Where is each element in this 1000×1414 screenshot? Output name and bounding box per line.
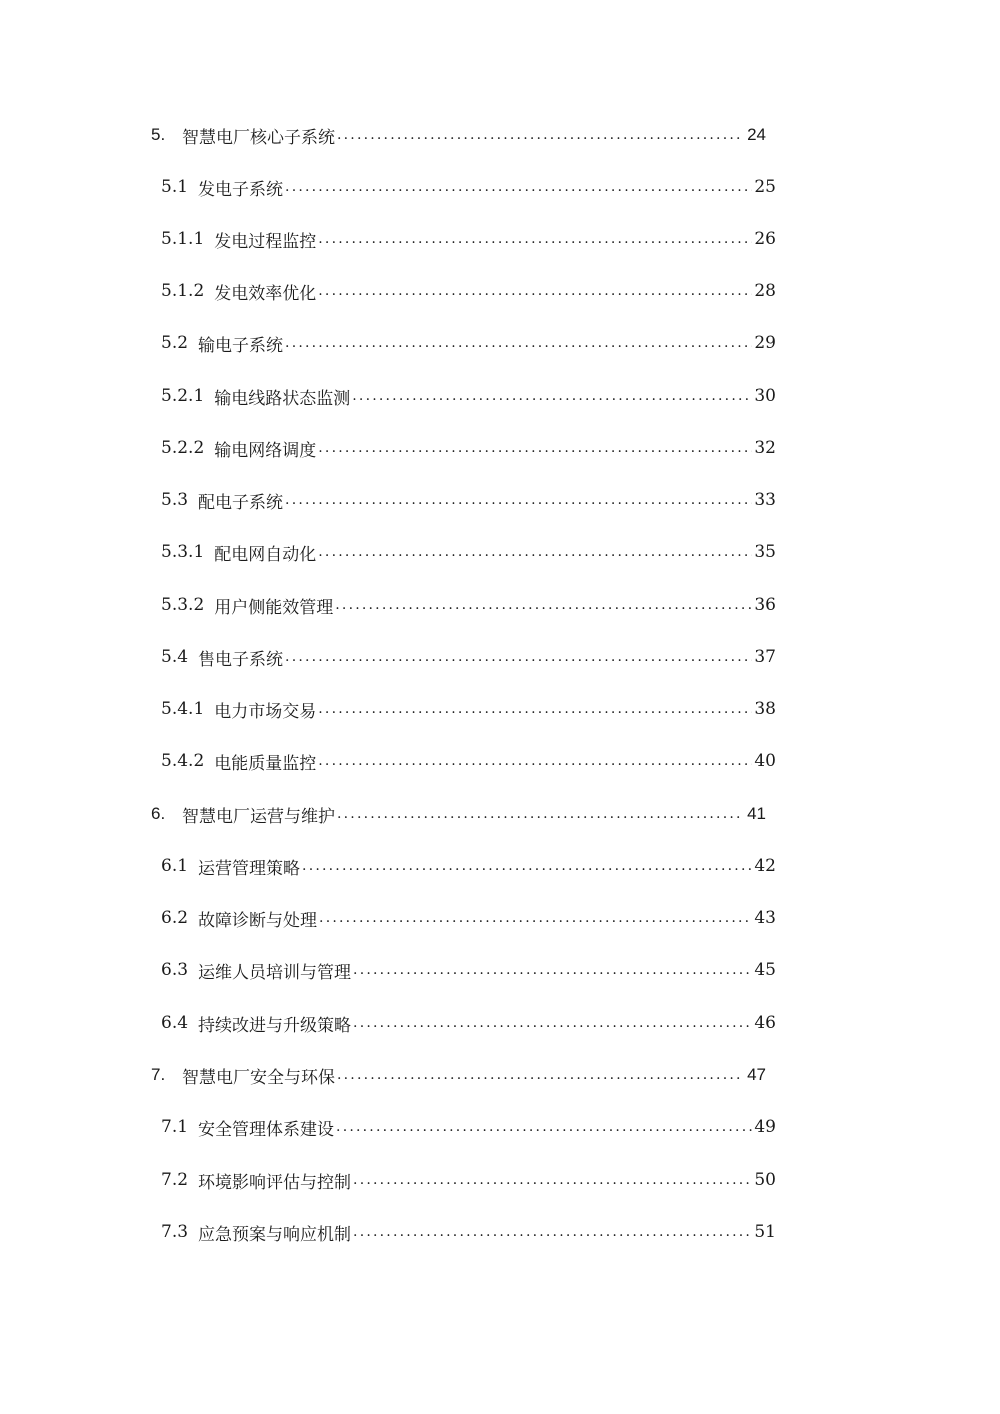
toc-entry-title: 运维人员培训与管理 bbox=[198, 962, 352, 983]
toc-entry-page: 28 bbox=[754, 281, 776, 301]
toc-leader-dots bbox=[337, 799, 742, 829]
toc-entry[interactable] bbox=[161, 381, 776, 411]
toc-leader-dots bbox=[302, 851, 752, 881]
toc-entry-title: 输电子系统 bbox=[198, 335, 284, 356]
toc-entry[interactable] bbox=[151, 120, 766, 150]
toc-entry-page: 50 bbox=[754, 1170, 776, 1190]
toc-entry-number: 5.2.2 bbox=[161, 438, 205, 458]
toc-entry-title: 故障诊断与处理 bbox=[198, 910, 318, 931]
toc-leader-dots bbox=[318, 433, 752, 463]
toc-entry-page: 36 bbox=[754, 595, 776, 615]
toc-entry-page: 42 bbox=[754, 856, 776, 876]
toc-entry[interactable] bbox=[161, 485, 776, 515]
toc-entry-page: 26 bbox=[754, 229, 776, 249]
toc-entry-title: 输电网络调度 bbox=[214, 440, 317, 461]
toc-entry[interactable] bbox=[161, 851, 776, 881]
toc-entry-number: 5.4 bbox=[161, 647, 189, 667]
toc-entry-title: 配电网自动化 bbox=[214, 544, 317, 565]
toc-entry-page: 45 bbox=[754, 960, 776, 980]
toc-entry-title: 电能质量监控 bbox=[214, 753, 317, 774]
toc-leader-dots bbox=[318, 694, 752, 724]
toc-entry-number: 7.3 bbox=[161, 1222, 189, 1242]
toc-leader-dots bbox=[285, 642, 752, 672]
toc-leader-dots bbox=[285, 172, 752, 202]
toc-entry-title: 环境影响评估与控制 bbox=[198, 1172, 352, 1193]
toc-entry[interactable] bbox=[161, 537, 776, 567]
toc-entry-number: 5.4.2 bbox=[161, 751, 205, 771]
toc-entry-number: 5.1 bbox=[161, 177, 189, 197]
toc-leader-dots bbox=[353, 1217, 752, 1247]
toc-entry-page: 30 bbox=[754, 386, 776, 406]
toc-leader-dots bbox=[285, 485, 752, 515]
toc-entry-number: 7. bbox=[151, 1065, 166, 1084]
toc-entry-page: 46 bbox=[754, 1013, 776, 1033]
toc-entry-number: 5.4.1 bbox=[161, 699, 205, 719]
toc-entry-title: 运营管理策略 bbox=[198, 858, 301, 879]
toc-leader-dots bbox=[352, 381, 752, 411]
toc-leader-dots bbox=[353, 1008, 752, 1038]
toc-leader-dots bbox=[337, 1060, 742, 1090]
toc-entry-page: 41 bbox=[747, 804, 766, 823]
toc-entry[interactable] bbox=[161, 746, 776, 776]
toc-leader-dots bbox=[285, 328, 752, 358]
toc-entry[interactable] bbox=[161, 955, 776, 985]
toc-entry-page: 35 bbox=[754, 542, 776, 562]
toc-entry[interactable] bbox=[161, 328, 776, 358]
toc-leader-dots bbox=[318, 224, 752, 254]
toc-entry-number: 6. bbox=[151, 804, 166, 823]
toc-entry[interactable] bbox=[161, 224, 776, 254]
toc-leader-dots bbox=[318, 276, 752, 306]
toc-entry-number: 7.2 bbox=[161, 1170, 189, 1190]
toc-entry[interactable] bbox=[161, 276, 776, 306]
toc-entry[interactable] bbox=[161, 1217, 776, 1247]
toc-entry-title: 电力市场交易 bbox=[214, 701, 317, 722]
toc-entry-page: 24 bbox=[747, 125, 766, 144]
toc-entry-number: 6.1 bbox=[161, 856, 189, 876]
toc-entry-page: 33 bbox=[754, 490, 776, 510]
toc-entry-title: 智慧电厂核心子系统 bbox=[182, 127, 335, 148]
toc-entry-title: 用户侧能效管理 bbox=[214, 597, 334, 618]
toc-entry-title: 智慧电厂安全与环保 bbox=[182, 1067, 335, 1088]
toc-entry-page: 51 bbox=[754, 1222, 776, 1242]
toc-leader-dots bbox=[319, 903, 752, 933]
toc-entry-page: 29 bbox=[754, 333, 776, 353]
toc-entry[interactable] bbox=[161, 694, 776, 724]
toc-entry-title: 发电子系统 bbox=[198, 179, 284, 200]
toc-entry-title: 售电子系统 bbox=[198, 649, 284, 670]
toc-leader-dots bbox=[318, 746, 752, 776]
toc-leader-dots bbox=[337, 120, 742, 150]
toc-entry-number: 5.1.1 bbox=[161, 229, 205, 249]
toc-entry-number: 5.3 bbox=[161, 490, 189, 510]
toc-entry-number: 5.3.1 bbox=[161, 542, 205, 562]
toc-entry-title: 发电效率优化 bbox=[214, 283, 317, 304]
toc-leader-dots bbox=[353, 1165, 752, 1195]
toc-entry-title: 应急预案与响应机制 bbox=[198, 1224, 352, 1245]
toc-entry[interactable] bbox=[161, 172, 776, 202]
toc-entry-number: 6.2 bbox=[161, 908, 189, 928]
toc-entry[interactable] bbox=[161, 1008, 776, 1038]
toc-entry-number: 5.2 bbox=[161, 333, 189, 353]
toc-entry-number: 5.2.1 bbox=[161, 386, 205, 406]
toc-entry[interactable] bbox=[151, 1060, 766, 1090]
toc-entry-page: 43 bbox=[754, 908, 776, 928]
toc-leader-dots bbox=[318, 537, 752, 567]
toc-entry-page: 25 bbox=[754, 177, 776, 197]
toc-entry-title: 持续改进与升级策略 bbox=[198, 1015, 352, 1036]
toc-entry-number: 6.4 bbox=[161, 1013, 189, 1033]
toc-entry-number: 5. bbox=[151, 125, 166, 144]
toc-entry-title: 输电线路状态监测 bbox=[214, 388, 351, 409]
toc-entry-page: 38 bbox=[754, 699, 776, 719]
toc-entry[interactable] bbox=[161, 1165, 776, 1195]
toc-entry-page: 37 bbox=[754, 647, 776, 667]
toc-entry[interactable] bbox=[161, 433, 776, 463]
toc-entry-number: 7.1 bbox=[161, 1117, 189, 1137]
toc-entry-page: 47 bbox=[747, 1065, 766, 1084]
toc-leader-dots bbox=[336, 1112, 752, 1142]
toc-leader-dots bbox=[335, 590, 752, 620]
toc-entry[interactable] bbox=[161, 1112, 776, 1142]
toc-entry-title: 发电过程监控 bbox=[214, 231, 317, 252]
toc-entry-title: 安全管理体系建设 bbox=[198, 1119, 335, 1140]
toc-entry-page: 32 bbox=[754, 438, 776, 458]
toc-entry[interactable] bbox=[161, 590, 776, 620]
toc-entry[interactable] bbox=[161, 903, 776, 933]
toc-entry-number: 5.3.2 bbox=[161, 595, 205, 615]
toc-entry[interactable] bbox=[161, 642, 776, 672]
toc-entry-page: 49 bbox=[754, 1117, 776, 1137]
toc-leader-dots bbox=[353, 955, 752, 985]
toc-entry-title: 智慧电厂运营与维护 bbox=[182, 806, 335, 827]
toc-entry-number: 5.1.2 bbox=[161, 281, 205, 301]
toc-entry-title: 配电子系统 bbox=[198, 492, 284, 513]
toc-entry[interactable] bbox=[151, 799, 766, 829]
toc-entry-page: 40 bbox=[754, 751, 776, 771]
toc-entry-number: 6.3 bbox=[161, 960, 189, 980]
